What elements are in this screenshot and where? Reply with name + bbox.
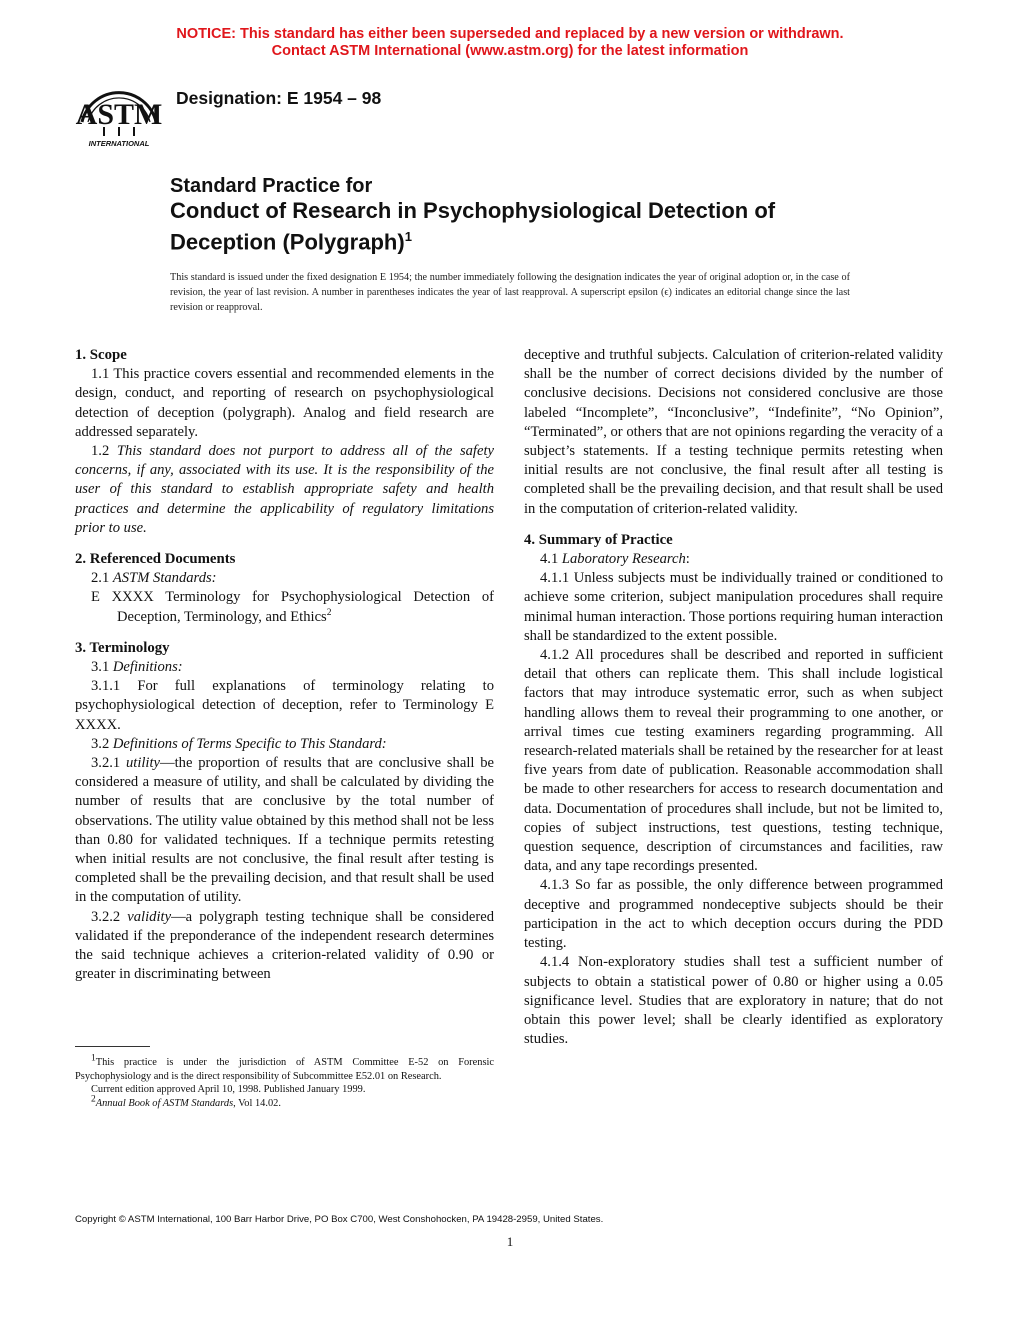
para-4-1-colon: :: [685, 551, 690, 568]
term-utility: utility: [125, 755, 161, 772]
footnote-1-mark: 1: [91, 1053, 96, 1064]
footnote-2-rest: , Vol 14.02.: [233, 1097, 281, 1109]
section-referenced-documents-heading: 2. Referenced Documents: [75, 551, 236, 568]
para-3-2-1: [75, 754, 494, 908]
para-3-2-2-num: 3.2.2: [91, 908, 128, 925]
footnotes: [75, 1053, 494, 1110]
para-3-2-1-text: —the proportion of results that are conclusive shall be considered a measure of utility, and shall be calculated by dividing the number of results that are conclusive by the total number of observations. The utility value obtained by this method shall not be less than 0.80 for validated techniques. If a technique permits retesting when initial results are not conclusive, the final result after testing is completed shall be the prevailing decision, and that result shall be used in the computation of utility.: [75, 755, 494, 906]
footnote-divider: [75, 1046, 150, 1047]
para-4-1-num: 4.1: [540, 551, 562, 568]
para-2-1: [75, 569, 494, 588]
para-4-1-4: 4.1.4 Non-exploratory studies shall test a sufficient number of subjects to obtain a statistical power of 0.80 or higher using a 0.05 significance level. Studies that are exploratory in nature; that do not obtain this power level; shall be clearly identified as exploratory studies.: [524, 954, 943, 1048]
notice-line-1: NOTICE: This standard has either been superseded and replaced by a new version or withdrawn.: [176, 26, 844, 42]
para-3-1: [75, 658, 494, 677]
para-3-2-num: 3.2: [91, 735, 113, 752]
referenced-standard-text: E XXXX Terminology for Psychophysiological Detection of Deception, Terminology, and Ethics: [91, 589, 494, 625]
withdrawal-notice: [0, 26, 1020, 60]
para-1-2-num: 1.2: [91, 443, 117, 460]
astm-logo-icon: [74, 78, 164, 150]
logo-wordmark: ASTM: [75, 98, 163, 131]
para-1-2-text: This standard does not purport to address all of the safety concerns, if any, associated with its use. It is the responsibility of the user of this standard to establish appropriate safety and health practices and determine the applicability of regulatory limitations prior to use.: [75, 443, 494, 536]
term-validity: validity: [127, 908, 172, 925]
para-4-1-3: 4.1.3 So far as possible, the only difference between programmed deceptive and programmed nondeceptive subjects should be their participation in the act to which deception occurs during the PDD testing.: [524, 877, 943, 952]
footnote-2-mark: 2: [91, 1094, 96, 1105]
astm-logo: [74, 78, 164, 150]
title-line-2: Conduct of Research in Psychophysiological Detection of: [170, 198, 776, 223]
logo-subtitle: INTERNATIONAL: [88, 139, 150, 148]
section-summary-heading: 4. Summary of Practice: [524, 531, 673, 548]
para-1-1: 1.1 This practice covers essential and recommended elements in the design, conduct, and reporting of research on psychophysiological detection of deception (polygraph). Analog and field research are addressed separately.: [75, 366, 494, 440]
page-number: 1: [506, 1234, 514, 1249]
left-column: [75, 346, 494, 985]
notice-line-2: Contact ASTM International (www.astm.org) for the latest information: [271, 43, 749, 59]
document-title: [170, 174, 870, 255]
para-4-1-text: Laboratory Research: [561, 551, 686, 568]
footnote-1-text: This practice is under the jurisdiction of ASTM Committee E-52 on Forensic Psychophysiology and is the direct responsibility of Subcommittee E52.01 on Research.: [75, 1057, 494, 1082]
para-3-2-2-text: —a polygraph testing technique shall be considered validated if the preponderance of the independent research determines the said technique achieves a criterion-related validity of 0.90 or greater in discriminating between: [75, 908, 494, 983]
title-footnote-mark: 1: [404, 229, 412, 244]
para-validity-continued: deceptive and truthful subjects. Calculation of criterion-related validity shall be the number of correct decisions divided by the number of conclusive decisions. Decisions not considered conclusive are those labeled “Incomplete”, “Inconclusive”, “Indefinite”, “No Opinion”, “Terminated”, or others that are not opinions regarding the veracity of a subject’s statements. If a testing technique permits retesting when initial results are not conclusive, the final result after all testing is completed shall be the prevailing decision, and that result shall be used in the computation of criterion-related validity.: [524, 347, 943, 517]
issue-note: This standard is issued under the fixed designation E 1954; the number immediately following the designation indicates the year of original adoption or, in the case of revision, the year of last revision. A number in parentheses indicates the year of last reapproval. A superscript epsilon (ϵ) indicates an editorial change since the last revision or reapproval.: [170, 272, 850, 314]
title-line-1: Standard Practice for: [170, 175, 373, 197]
para-4-1: [524, 550, 943, 569]
footnote-2-italic: Annual Book of ASTM Standards: [95, 1097, 234, 1109]
para-4-1-1: 4.1.1 Unless subjects must be individually trained or conditioned to achieve some criterion, subject manipulation procedures shall require minimal human interaction. Those portions requiring human interaction shall be standardized to the extent possible.: [524, 570, 943, 644]
designation: Designation: E 1954 – 98: [176, 88, 382, 108]
para-3-2: [75, 735, 494, 754]
para-3-1-text: Definitions:: [112, 659, 183, 676]
para-3-2-1-num: 3.2.1: [91, 755, 126, 772]
para-1-2: [75, 442, 494, 538]
para-3-1-num: 3.1: [91, 659, 113, 676]
para-3-1-1: 3.1.1 For full explanations of terminology relating to psychophysiological detection of deception, refer to Terminology E XXXX.: [75, 678, 494, 733]
section-terminology-heading: 3. Terminology: [75, 639, 170, 656]
right-column: [524, 346, 943, 1049]
title-line-3-text: Deception (Polygraph): [170, 229, 405, 255]
referenced-standard-mark: 2: [326, 607, 332, 618]
para-3-2-2: [75, 908, 494, 985]
referenced-standard: [75, 588, 494, 626]
title-line-3: [170, 224, 870, 255]
para-2-1-text: ASTM Standards:: [112, 570, 217, 587]
footnote-2: [75, 1094, 494, 1111]
para-3-2-text: Definitions of Terms Specific to This Standard:: [112, 735, 387, 752]
copyright: Copyright © ASTM International, 100 Barr Harbor Drive, PO Box C700, West Conshohocken, PA 19428-2959, United States.: [75, 1214, 604, 1225]
section-scope-heading: 1. Scope: [75, 347, 127, 363]
para-4-1-2: 4.1.2 All procedures shall be described and reported in sufficient detail that others can replicate them. This shall include logistical factors that may introduce systematic error, such as when subject handling allows them to reveal their programming to one another, or arrival times cue testing examiners regarding programming. All research-related materials shall be retained by the researcher for at least five years from date of publication. Reasonable accommodation shall be made to other researchers for access to research documentation and data. Documentation of procedures shall include, but not be limited to, copies of subject instructions, test questions, testing technique, question sequence, description of circumstances and facilities, raw data, and any tape recordings presented.: [524, 647, 943, 875]
para-2-1-num: 2.1: [91, 570, 113, 587]
footnote-1-edition: Current edition approved April 10, 1998. Published January 1999.: [91, 1084, 366, 1096]
footnote-1: [75, 1053, 494, 1083]
